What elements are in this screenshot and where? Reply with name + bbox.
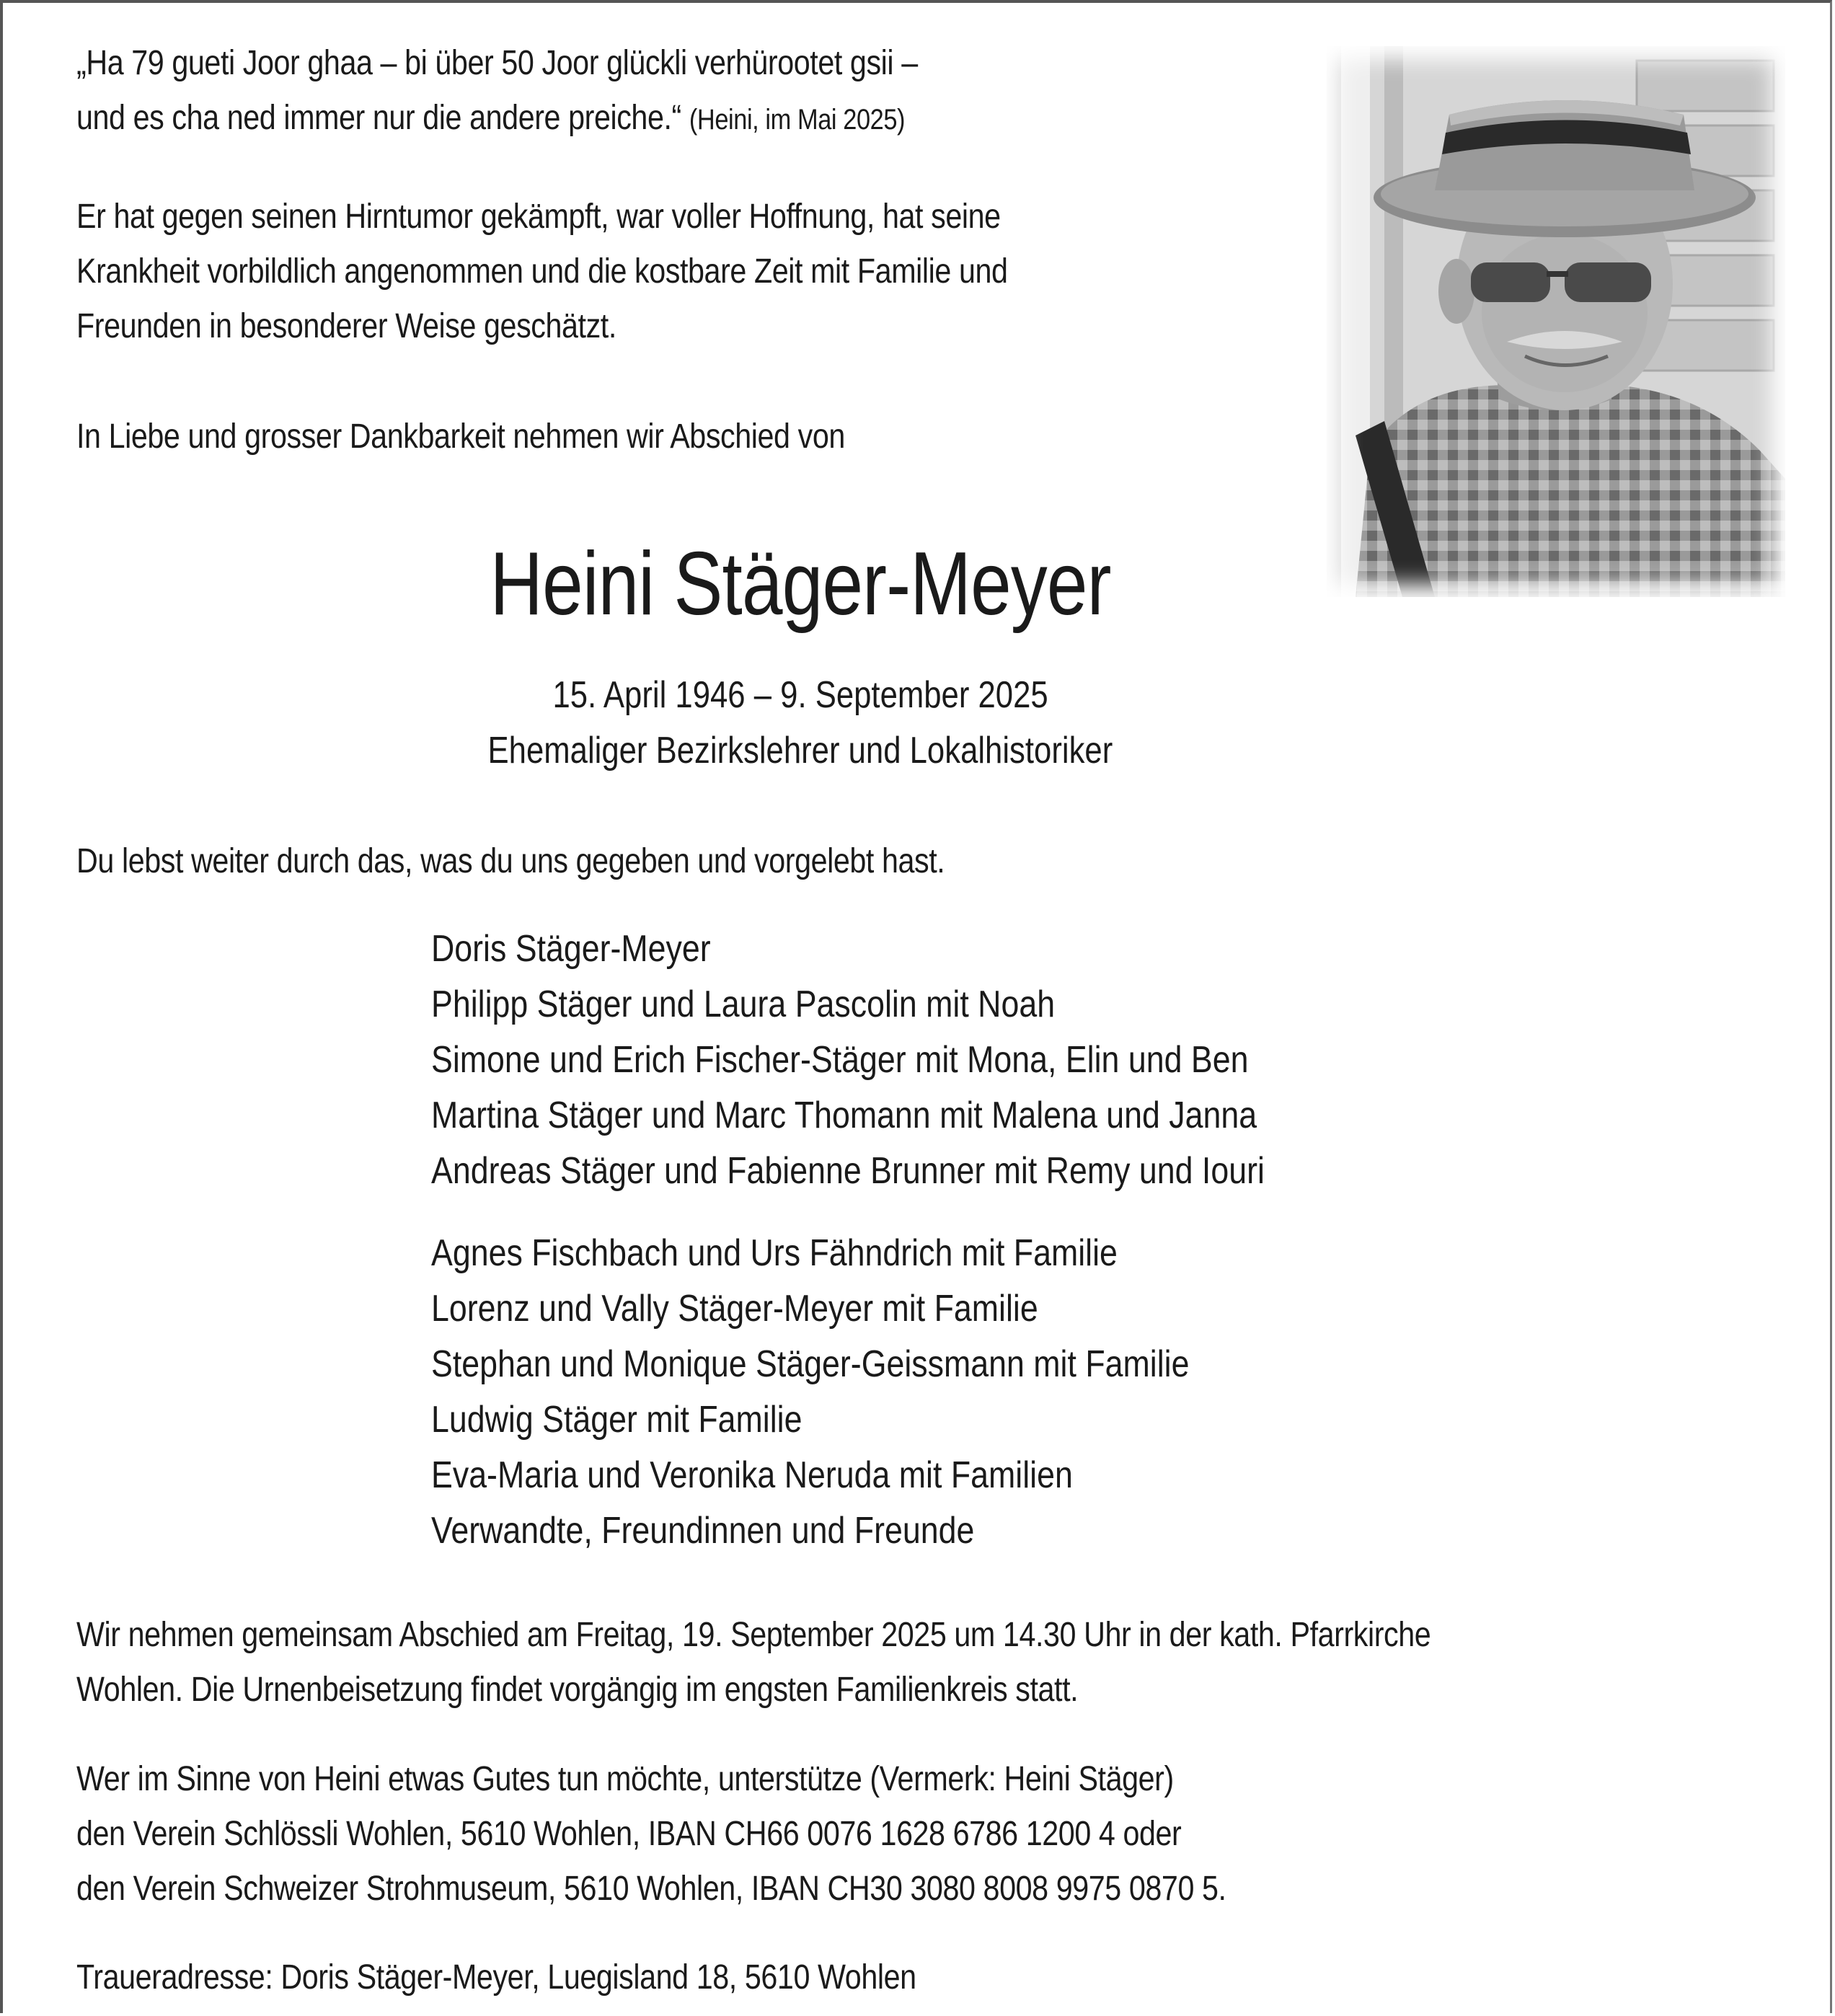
mourners-close-family (431, 921, 1400, 1199)
paragraph-line: Freunden in besonderer Weise geschätzt. (76, 307, 616, 345)
paragraph-line: Wer im Sinne von Heini etwas Gutes tun möchte, unterstütze (Vermerk: Heini Stäger) (76, 1760, 1174, 1798)
paragraph-line: Er hat gegen seinen Hirntumor gekämpft, war voller Hoffnung, hat seine (76, 198, 1001, 236)
mourner-entry: Ludwig Stäger mit Familie (431, 1399, 802, 1441)
life-dates (0, 667, 1601, 723)
mourning-address (76, 1950, 1053, 2005)
mourner-entry: Doris Stäger-Meyer (431, 928, 711, 970)
illness-paragraph (76, 190, 1159, 354)
mourners-extended-family (431, 1226, 1313, 1559)
life-dates-text: 15. April 1946 – 9. September 2025 (552, 674, 1048, 716)
legacy-text: Du lebst weiter durch das, was du uns gegeben und vorgelebt hast. (76, 842, 945, 880)
portrait-photo-icon (1327, 46, 1785, 597)
mourner-entry: Eva-Maria und Veronika Neruda mit Familien (431, 1454, 1073, 1496)
quote-line: und es cha ned immer nur die andere preiche.“ (76, 99, 681, 137)
paragraph-line: den Verein Schlössli Wohlen, 5610 Wohlen, IBAN CH66 0076 1628 6786 1200 4 oder (76, 1815, 1182, 1853)
mourner-entry: Verwandte, Freundinnen und Freunde (431, 1510, 975, 1552)
paragraph-line: den Verein Schweizer Strohmuseum, 5610 Wohlen, IBAN CH30 3080 8008 9975 0870 5. (76, 1870, 1226, 1908)
quote-block (76, 36, 1055, 147)
legacy-line (76, 834, 1086, 889)
deceased-role-text: Ehemaliger Bezirkslehrer und Lokalhistoriker (487, 730, 1113, 772)
service-paragraph (76, 1608, 1651, 1717)
farewell-intro-text: In Liebe und grosser Dankbarkeit nehmen wir Abschied von (76, 417, 845, 456)
quote-line: „Ha 79 gueti Joor ghaa – bi über 50 Joor glückli verhürootet gsii – (76, 44, 918, 82)
mourner-entry: Stephan und Monique Stäger-Geissmann mit Familie (431, 1343, 1190, 1385)
mourner-entry: Andreas Stäger und Fabienne Brunner mit Remy und Iouri (431, 1150, 1265, 1192)
paragraph-line: Wir nehmen gemeinsam Abschied am Freitag, 19. September 2025 um 14.30 Uhr in der kath. Pfarrkirche (76, 1616, 1431, 1654)
deceased-name (0, 530, 1601, 638)
donation-paragraph (76, 1752, 1413, 1916)
deceased-name-text: Heini Stäger-Meyer (490, 534, 1111, 634)
quote-attribution: (Heini, im Mai 2025) (689, 104, 906, 136)
mourner-entry: Agnes Fischbach und Urs Fähndrich mit Familie (431, 1232, 1118, 1274)
mourner-entry: Simone und Erich Fischer-Stäger mit Mona, Elin und Ben (431, 1039, 1249, 1081)
mourner-entry: Philipp Stäger und Laura Pascolin mit Noah (431, 983, 1056, 1025)
deceased-role (0, 722, 1601, 779)
mourning-address-text: Traueradresse: Doris Stäger-Meyer, Luegisland 18, 5610 Wohlen (76, 1958, 916, 1997)
portrait-photo (1327, 46, 1785, 597)
paragraph-line: Krankheit vorbildlich angenommen und die kostbare Zeit mit Familie und (76, 252, 1008, 291)
farewell-intro (76, 410, 970, 464)
mourner-entry: Lorenz und Vally Stäger-Meyer mit Familie (431, 1288, 1038, 1330)
paragraph-line: Wohlen. Die Urnenbeisetzung findet vorgängig im engsten Familienkreis statt. (76, 1671, 1079, 1709)
mourner-entry: Martina Stäger und Marc Thomann mit Malena und Janna (431, 1095, 1257, 1136)
